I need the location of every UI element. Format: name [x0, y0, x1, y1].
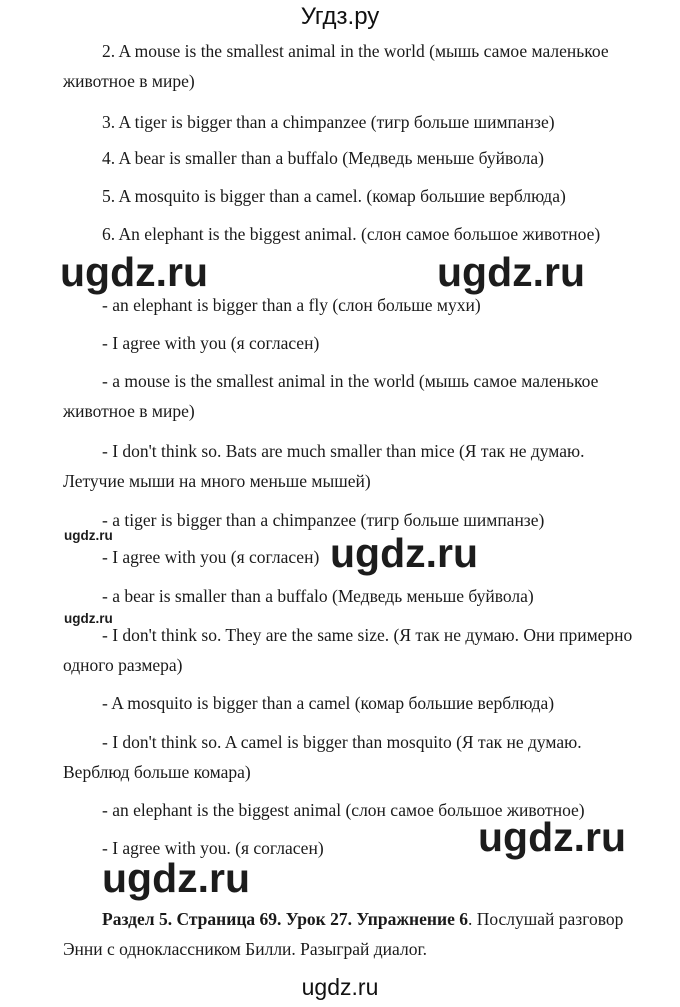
text-line: - I agree with you (я согласен) — [102, 333, 320, 353]
text-line: 3. A tiger is bigger than a chimpanzee (тигр больше шимпанзе) — [102, 112, 555, 132]
text-line: - I don't think so. Bats are much smaller than mice (Я так не думаю. — [102, 441, 585, 461]
site-title: Угдз.ру — [300, 3, 380, 30]
text-line: 5. A mosquito is bigger than a camel. (комар большие верблюда) — [102, 186, 566, 206]
exercise-heading-rest: . Послушай разговор — [467, 909, 624, 929]
text-line: одного размера) — [63, 655, 183, 675]
site-footer: ugdz.ru — [301, 974, 379, 1000]
watermark: ugdz.ru — [60, 249, 209, 295]
text-line: животное в мире) — [63, 71, 195, 91]
text-line: 4. A bear is smaller than a buffalo (Медведь меньше буйвола) — [102, 148, 544, 168]
text-line: - a tiger is bigger than a chimpanzee (тигр больше шимпанзе) — [102, 510, 545, 530]
text-line: - I agree with you. (я согласен) — [102, 838, 324, 858]
watermark: ugdz.ru — [102, 855, 251, 901]
text-line: - I agree with you (я согласен) — [102, 547, 320, 567]
text-line: - A mosquito is bigger than a camel (комар большие верблюда) — [102, 693, 555, 713]
watermark: ugdz.ru — [64, 611, 113, 626]
text-line: 6. An elephant is the biggest animal. (слон самое большое животное) — [102, 224, 601, 244]
watermark: ugdz.ru — [64, 528, 113, 543]
text-line: - a mouse is the smallest animal in the world (мышь самое маленькое — [102, 371, 599, 391]
watermark: ugdz.ru — [478, 814, 627, 860]
watermark: ugdz.ru — [330, 530, 479, 576]
text-line: Верблюд больше комара) — [63, 762, 251, 782]
text-line: - a bear is smaller than a buffalo (Медведь меньше буйвола) — [102, 586, 534, 606]
text-line: Летучие мыши на много меньше мышей) — [63, 471, 371, 491]
text-line: - an elephant is the biggest animal (слон самое большое животное) — [102, 800, 585, 820]
exercise-heading-bold: Раздел 5. Страница 69. Урок 27. Упражнение 6 — [102, 909, 468, 929]
text-line: - I don't think so. They are the same size. (Я так не думаю. Они примерно — [102, 625, 633, 645]
exercise-heading-continued: Энни с одноклассником Билли. Разыграй диалог. — [63, 939, 428, 959]
watermark: ugdz.ru — [437, 249, 586, 295]
text-line: 2. A mouse is the smallest animal in the world (мышь самое маленькое — [102, 41, 609, 61]
text-line: - an elephant is bigger than a fly (слон больше мухи) — [102, 295, 481, 315]
text-line: животное в мире) — [63, 401, 195, 421]
exercise-heading — [102, 908, 623, 930]
text-line: - I don't think so. A camel is bigger than mosquito (Я так не думаю. — [102, 732, 582, 752]
